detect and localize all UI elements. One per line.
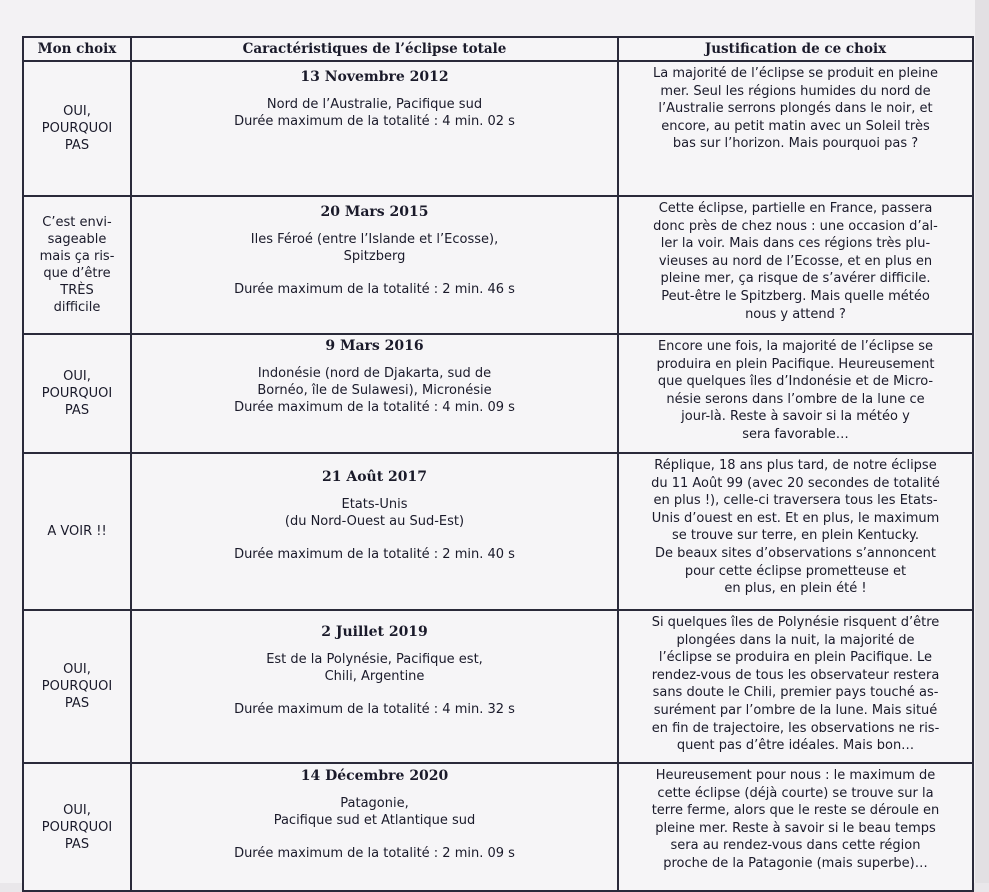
eclipse-date: 13 Novembre 2012 bbox=[300, 69, 449, 85]
choice-line: PAS bbox=[64, 696, 90, 711]
justification-line: La majorité de l’éclipse se produit en pleine bbox=[653, 66, 938, 81]
choice-line: TRÈS bbox=[60, 283, 94, 298]
header-justification: Justification de ce choix bbox=[618, 37, 973, 61]
characteristics-cell bbox=[131, 61, 618, 196]
table-row bbox=[23, 763, 973, 891]
choice-line: POURQUOI bbox=[41, 386, 113, 401]
justification-line: produira en plein Pacifique. Heureusement bbox=[656, 356, 935, 372]
justification-line: Unis d’ouest en est. Et en plus, le maximum bbox=[651, 510, 940, 526]
justification-line: l’Australie serrons plongés dans le noir, et bbox=[658, 101, 933, 117]
justification-line: en plus, en plein été ! bbox=[724, 581, 867, 597]
choice-line: que d’être bbox=[43, 266, 111, 281]
justification-line: en plus !), celle-ci traversera tous les Etats- bbox=[653, 493, 938, 509]
spacer bbox=[140, 530, 609, 546]
location-line: Est de la Polynésie, Pacifique est, bbox=[266, 652, 483, 667]
justification-line: cette éclipse (déjà courte) se trouve sur la bbox=[657, 785, 934, 801]
justification-line: se trouve sur terre, en plein Kentucky. bbox=[672, 528, 919, 544]
choice-line: PAS bbox=[64, 138, 90, 153]
justification-line: Si quelques îles de Polynésie risquent d’être bbox=[651, 615, 940, 630]
justification-line: rendez-vous de tous les observateur restera bbox=[651, 667, 940, 683]
justification-cell bbox=[618, 763, 973, 891]
location-line: Chili, Argentine bbox=[324, 669, 425, 684]
choice-line: OUI, bbox=[63, 802, 91, 818]
choice-line: POURQUOI bbox=[41, 121, 113, 136]
choice-line: mais ça ris- bbox=[39, 249, 115, 264]
choice-cell bbox=[23, 196, 131, 334]
duration: Durée maximum de la totalité : 2 min. 09 s bbox=[234, 846, 515, 861]
table-row bbox=[23, 334, 973, 453]
justification-line: mer. Seul les régions humides du nord de bbox=[660, 83, 931, 99]
justification-cell bbox=[618, 610, 973, 763]
choice-cell bbox=[23, 453, 131, 610]
justification-line: en fin de trajectoire, les observations ne ris- bbox=[651, 720, 940, 736]
justification-line: sera favorable… bbox=[742, 426, 849, 442]
justification-line: Encore une fois, la majorité de l’éclipse se bbox=[657, 339, 934, 354]
justification-line: Peut-être le Spitzberg. Mais quelle météo bbox=[661, 288, 930, 304]
location-line: Spitzberg bbox=[343, 249, 406, 264]
table-row bbox=[23, 453, 973, 610]
spacer bbox=[140, 829, 609, 845]
choice-line: PAS bbox=[64, 836, 90, 852]
choice-line: PAS bbox=[64, 403, 90, 418]
justification-cell bbox=[618, 334, 973, 453]
spacer bbox=[140, 265, 609, 281]
justification-line: Réplique, 18 ans plus tard, de notre éclipse bbox=[654, 458, 937, 473]
choice-cell bbox=[23, 61, 131, 196]
justification-line: pour cette éclipse prometteuse et bbox=[684, 563, 907, 579]
justification-line: jour-là. Reste à savoir si la météo y bbox=[681, 409, 910, 425]
justification-line: surément par l’ombre de la lune. Mais situé bbox=[653, 702, 938, 718]
justification-line: ler la voir. Mais dans ces régions très plu- bbox=[660, 236, 931, 252]
justification-line: Heureusement pour nous : le maximum de bbox=[655, 768, 936, 783]
justification-cell bbox=[618, 61, 973, 196]
choice-line: sageable bbox=[47, 232, 107, 247]
choice-cell bbox=[23, 334, 131, 453]
justification-line: plongées dans la nuit, la majorité de bbox=[676, 632, 915, 648]
scan-edge bbox=[975, 0, 989, 883]
justification-line: l’éclipse se produira en plein Pacifique. Le bbox=[658, 650, 933, 666]
choice-line: POURQUOI bbox=[41, 679, 113, 694]
justification-line: De beaux sites d’observations s’annoncent bbox=[654, 545, 936, 561]
eclipse-table bbox=[22, 36, 974, 892]
justification-line: proche de la Patagonie (mais superbe)… bbox=[663, 855, 928, 871]
eclipse-date: 14 Décembre 2020 bbox=[300, 768, 449, 784]
location-line: Indonésie (nord de Djakarta, sud de bbox=[257, 366, 492, 381]
characteristics-cell bbox=[131, 196, 618, 334]
justification-line: bas sur l’horizon. Mais pourquoi pas ? bbox=[672, 136, 919, 152]
location-line: (du Nord-Ouest au Sud-Est) bbox=[284, 514, 465, 529]
justification-line: pleine mer, ça risque de s’avérer difficile. bbox=[660, 271, 931, 287]
header-characteristics: Caractéristiques de l’éclipse totale bbox=[131, 37, 618, 61]
table-row bbox=[23, 61, 973, 196]
justification-line: du 11 Août 99 (avec 20 secondes de totalité bbox=[651, 475, 940, 491]
location-line: Etats-Unis bbox=[341, 497, 408, 512]
characteristics-cell bbox=[131, 334, 618, 453]
characteristics-cell bbox=[131, 453, 618, 610]
justification-line: terre ferme, alors que le reste se déroule en bbox=[651, 803, 940, 819]
location-line: Bornéo, île de Sulawesi), Micronésie bbox=[257, 383, 492, 398]
choice-cell bbox=[23, 763, 131, 891]
characteristics-cell bbox=[131, 610, 618, 763]
header-choice: Mon choix bbox=[23, 37, 131, 61]
choice-line: A VOIR !! bbox=[47, 524, 107, 539]
duration: Durée maximum de la totalité : 4 min. 32 s bbox=[234, 702, 515, 717]
header-row bbox=[23, 37, 973, 61]
justification-line: donc près de chez nous : une occasion d’al- bbox=[653, 218, 938, 234]
location-line: Pacifique sud et Atlantique sud bbox=[273, 813, 476, 828]
choice-line: OUI, bbox=[63, 104, 91, 119]
justification-line: vieuses au nord de l’Ecosse, et en plus en bbox=[658, 253, 933, 269]
justification-cell bbox=[618, 453, 973, 610]
choice-line: POURQUOI bbox=[41, 819, 113, 835]
choice-line: OUI, bbox=[63, 369, 91, 384]
location-line: Patagonie, bbox=[340, 796, 409, 811]
justification-line: nésie serons dans l’ombre de la lune ce bbox=[666, 391, 925, 407]
choice-cell bbox=[23, 610, 131, 763]
location-line: Nord de l’Australie, Pacifique sud bbox=[266, 97, 483, 112]
table-row bbox=[23, 196, 973, 334]
eclipse-date: 20 Mars 2015 bbox=[320, 204, 429, 220]
justification-line: pleine mer. Reste à savoir si le beau temps bbox=[655, 820, 936, 836]
choice-line: OUI, bbox=[63, 662, 91, 677]
justification-line: sera au rendez-vous dans cette région bbox=[670, 838, 921, 854]
justification-line: encore, au petit matin avec un Soleil très bbox=[661, 118, 930, 134]
characteristics-cell bbox=[131, 763, 618, 891]
justification-line: quent pas d’être idéales. Mais bon… bbox=[676, 738, 915, 754]
justification-line: sans doute le Chili, premier pays touché as- bbox=[652, 685, 939, 701]
choice-line: difficile bbox=[53, 300, 101, 315]
location-line: Iles Féroé (entre l’Islande et l’Ecosse), bbox=[250, 232, 499, 247]
choice-line: C’est envi- bbox=[42, 215, 112, 230]
spacer bbox=[140, 685, 609, 701]
justification-line: nous y attend ? bbox=[745, 306, 846, 322]
eclipse-date: 21 Août 2017 bbox=[321, 469, 428, 485]
duration: Durée maximum de la totalité : 4 min. 02 s bbox=[234, 114, 515, 129]
eclipse-date: 2 Juillet 2019 bbox=[321, 624, 428, 640]
justification-line: que quelques îles d’Indonésie et de Micro- bbox=[657, 374, 934, 390]
justification-line: Cette éclipse, partielle en France, passera bbox=[658, 201, 933, 216]
duration: Durée maximum de la totalité : 4 min. 09 s bbox=[234, 400, 515, 415]
table-row bbox=[23, 610, 973, 763]
duration: Durée maximum de la totalité : 2 min. 46 s bbox=[234, 282, 515, 297]
justification-cell bbox=[618, 196, 973, 334]
eclipse-date: 9 Mars 2016 bbox=[325, 338, 424, 354]
duration: Durée maximum de la totalité : 2 min. 40 s bbox=[234, 547, 515, 562]
